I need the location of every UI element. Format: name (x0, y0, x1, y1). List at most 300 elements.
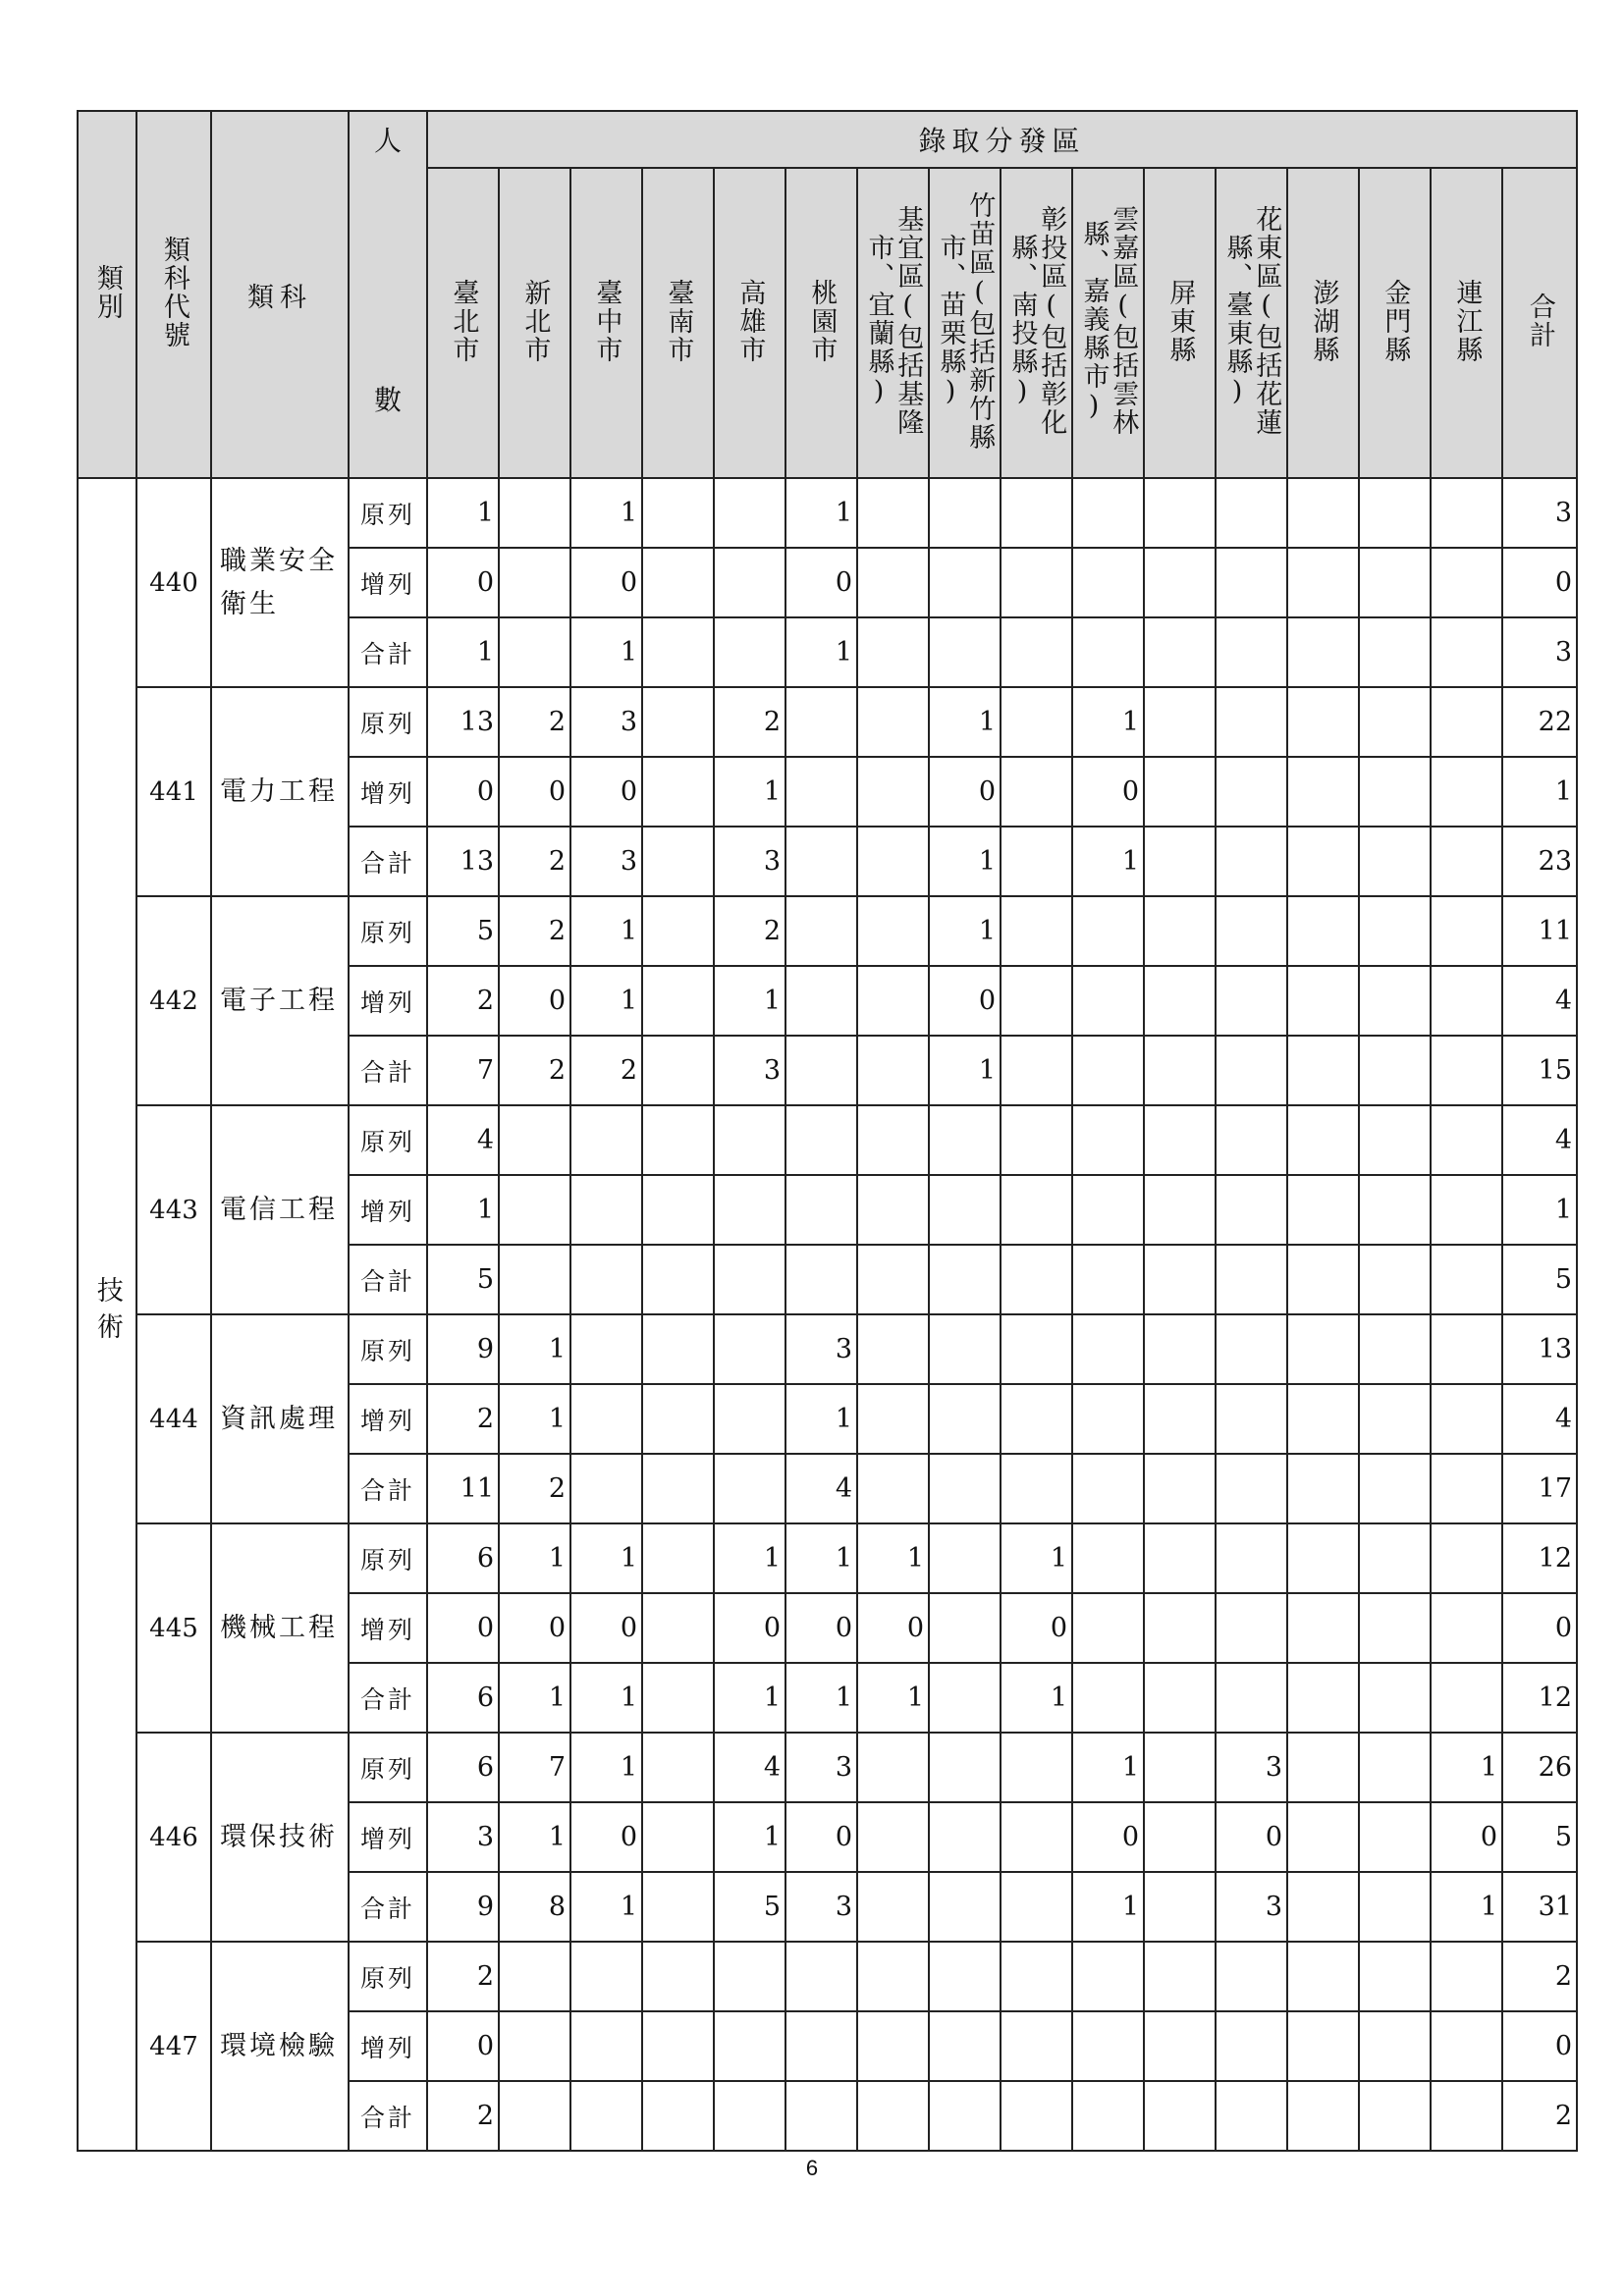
count-cell (1359, 1036, 1431, 1105)
row-type-label: 原列 (349, 1314, 427, 1384)
count-cell (785, 757, 857, 827)
count-cell (1431, 1036, 1502, 1105)
count-cell (1144, 1036, 1216, 1105)
count-cell (642, 966, 714, 1036)
row-type-label: 增列 (349, 1593, 427, 1663)
count-cell (1359, 1105, 1431, 1175)
count-cell: 0 (570, 757, 642, 827)
total-cell: 11 (1502, 896, 1577, 966)
count-cell (1287, 966, 1359, 1036)
category-header: 類別 (78, 111, 136, 478)
count-cell (570, 1105, 642, 1175)
count-cell: 0 (570, 548, 642, 617)
count-cell (1001, 757, 1072, 827)
count-cell (714, 2081, 785, 2151)
count-cell (1287, 1872, 1359, 1942)
count-cell (929, 1593, 1001, 1663)
count-cell (1144, 1245, 1216, 1314)
count-cell (1216, 1314, 1287, 1384)
region-header-13: 金門縣 (1359, 168, 1431, 478)
row-type-label: 合計 (349, 1245, 427, 1314)
count-cell: 0 (714, 1593, 785, 1663)
count-cell (929, 617, 1001, 687)
count-cell (1072, 896, 1144, 966)
count-cell: 1 (427, 617, 499, 687)
count-cell (1001, 1245, 1072, 1314)
count-cell (1072, 1942, 1144, 2011)
count-cell (714, 1314, 785, 1384)
count-cell (570, 2011, 642, 2081)
count-cell (929, 1523, 1001, 1593)
subject-name: 電子工程 (211, 896, 349, 1105)
count-cell (1287, 1175, 1359, 1245)
count-cell (1359, 1175, 1431, 1245)
count-cell (929, 1175, 1001, 1245)
count-cell (1144, 548, 1216, 617)
count-cell (642, 1105, 714, 1175)
count-cell (642, 1733, 714, 1802)
count-cell: 1 (1072, 1733, 1144, 1802)
count-cell: 1 (499, 1802, 570, 1872)
count-cell (1144, 1802, 1216, 1872)
count-cell (1001, 966, 1072, 1036)
row-type-label: 合計 (349, 827, 427, 896)
table-row (78, 896, 1577, 966)
count-cell (1431, 1593, 1502, 1663)
count-cell: 1 (929, 687, 1001, 757)
count-cell: 0 (1072, 1802, 1144, 1872)
count-cell (1001, 2081, 1072, 2151)
count-cell: 2 (427, 1942, 499, 2011)
count-cell (857, 966, 929, 1036)
count-cell: 2 (714, 896, 785, 966)
count-cell (1287, 1105, 1359, 1175)
total-cell: 12 (1502, 1663, 1577, 1733)
region-header-15: 合計 (1502, 168, 1577, 478)
count-cell (1431, 1384, 1502, 1454)
count-cell: 3 (570, 687, 642, 757)
count-cell: 1 (857, 1523, 929, 1593)
total-cell: 5 (1502, 1802, 1577, 1872)
count-cell (1001, 617, 1072, 687)
region-header-12: 澎湖縣 (1287, 168, 1359, 478)
count-cell (1001, 827, 1072, 896)
count-cell (499, 1942, 570, 2011)
count-cell (929, 1942, 1001, 2011)
row-type-label: 合計 (349, 2081, 427, 2151)
count-cell (1359, 2011, 1431, 2081)
count-cell (714, 2011, 785, 2081)
count-cell (1144, 2011, 1216, 2081)
row-type-label: 合計 (349, 1454, 427, 1523)
row-type-label: 原列 (349, 1523, 427, 1593)
count-cell (1359, 757, 1431, 827)
count-cell (1001, 1175, 1072, 1245)
count-cell (1359, 617, 1431, 687)
count-cell (570, 1314, 642, 1384)
region-header-8: 彰投區(包括彰化縣、南投縣) (1001, 168, 1072, 478)
count-cell (570, 1384, 642, 1454)
count-cell (1001, 548, 1072, 617)
count-cell (1216, 757, 1287, 827)
count-cell (1216, 1942, 1287, 2011)
count-cell (642, 1314, 714, 1384)
count-cell (1287, 1245, 1359, 1314)
count-cell (929, 1802, 1001, 1872)
code-header: 類科代號 (136, 111, 211, 478)
total-cell: 2 (1502, 1942, 1577, 2011)
count-cell (1001, 1733, 1072, 1802)
count-cell (929, 548, 1001, 617)
region-header-5: 桃園市 (785, 168, 857, 478)
count-cell (1216, 687, 1287, 757)
count-cell (857, 1036, 929, 1105)
count-cell: 1 (499, 1384, 570, 1454)
count-cell (857, 1733, 929, 1802)
count-cell (1431, 1245, 1502, 1314)
count-cell (642, 757, 714, 827)
count-cell (1431, 617, 1502, 687)
region-header-2: 臺中市 (570, 168, 642, 478)
subject-name: 電力工程 (211, 687, 349, 896)
count-cell (714, 617, 785, 687)
count-cell (1144, 478, 1216, 548)
count-cell (929, 1105, 1001, 1175)
table-row (78, 1105, 1577, 1175)
count-cell (1431, 1314, 1502, 1384)
count-cell: 6 (427, 1663, 499, 1733)
count-cell (1359, 548, 1431, 617)
count-cell (570, 2081, 642, 2151)
count-cell (1072, 2011, 1144, 2081)
count-cell (499, 2081, 570, 2151)
count-cell (929, 1314, 1001, 1384)
count-cell (1144, 1593, 1216, 1663)
count-cell (642, 548, 714, 617)
count-cell (1359, 1523, 1431, 1593)
count-cell (642, 687, 714, 757)
count-cell: 1 (1072, 1872, 1144, 1942)
count-cell (1431, 896, 1502, 966)
count-cell (499, 1105, 570, 1175)
count-cell: 3 (1216, 1733, 1287, 1802)
count-cell (1216, 548, 1287, 617)
subject-header: 類科 (211, 111, 349, 478)
count-cell: 1 (570, 478, 642, 548)
count-cell (1001, 1802, 1072, 1872)
count-cell (499, 548, 570, 617)
count-cell (642, 2081, 714, 2151)
count-cell (1072, 1245, 1144, 1314)
count-cell (785, 827, 857, 896)
count-cell: 1 (714, 966, 785, 1036)
count-cell (1001, 1942, 1072, 2011)
count-cell: 3 (427, 1802, 499, 1872)
count-cell: 0 (570, 1802, 642, 1872)
row-type-label: 原列 (349, 1733, 427, 1802)
count-cell (1001, 687, 1072, 757)
count-cell (1431, 1523, 1502, 1593)
count-cell: 0 (427, 2011, 499, 2081)
count-cell (642, 1523, 714, 1593)
count-cell (642, 1593, 714, 1663)
count-cell: 0 (499, 757, 570, 827)
count-cell: 0 (1216, 1802, 1287, 1872)
count-cell: 7 (499, 1733, 570, 1802)
count-cell: 2 (499, 1036, 570, 1105)
count-cell (1072, 1314, 1144, 1384)
count-cell (1287, 1802, 1359, 1872)
region-header-11: 花東區(包括花蓮縣、臺東縣) (1216, 168, 1287, 478)
count-cell (1144, 1523, 1216, 1593)
count-cell (857, 1454, 929, 1523)
count-cell: 6 (427, 1733, 499, 1802)
table-row (78, 1314, 1577, 1384)
count-cell (642, 1175, 714, 1245)
count-cell (1072, 966, 1144, 1036)
count-cell: 1 (1001, 1523, 1072, 1593)
count-cell: 1 (857, 1663, 929, 1733)
total-cell: 4 (1502, 1105, 1577, 1175)
count-cell (1144, 1105, 1216, 1175)
count-cell (1001, 1314, 1072, 1384)
table-body (78, 478, 1577, 2151)
row-type-label: 增列 (349, 2011, 427, 2081)
total-cell: 3 (1502, 478, 1577, 548)
count-cell (642, 1384, 714, 1454)
count-cell: 2 (499, 687, 570, 757)
count-cell (1431, 548, 1502, 617)
count-cell (642, 1872, 714, 1942)
count-cell (1216, 1036, 1287, 1105)
count-cell (857, 1802, 929, 1872)
count-cell: 0 (1431, 1802, 1502, 1872)
total-cell: 13 (1502, 1314, 1577, 1384)
count-cell (1144, 757, 1216, 827)
count-cell (1359, 1593, 1431, 1663)
count-cell (857, 2081, 929, 2151)
count-cell (642, 2011, 714, 2081)
count-cell (642, 1802, 714, 1872)
count-cell (1359, 1733, 1431, 1802)
count-cell (1072, 548, 1144, 617)
count-cell: 1 (570, 1523, 642, 1593)
count-cell (785, 1036, 857, 1105)
count-cell (1359, 2081, 1431, 2151)
count-cell: 8 (499, 1872, 570, 1942)
count-cell (1072, 1384, 1144, 1454)
count-cell (714, 1384, 785, 1454)
count-cell: 4 (427, 1105, 499, 1175)
count-cell: 0 (427, 1593, 499, 1663)
row-type-label: 增列 (349, 966, 427, 1036)
count-cell (929, 2011, 1001, 2081)
count-cell: 1 (499, 1663, 570, 1733)
total-cell: 1 (1502, 757, 1577, 827)
count-cell (785, 687, 857, 757)
subject-name: 環保技術 (211, 1733, 349, 1942)
count-cell (1287, 1733, 1359, 1802)
total-cell: 4 (1502, 966, 1577, 1036)
count-cell (857, 827, 929, 896)
count-cell (714, 478, 785, 548)
count-cell (1001, 896, 1072, 966)
count-cell: 5 (714, 1872, 785, 1942)
count-cell (1287, 1942, 1359, 2011)
region-header-14: 連江縣 (1431, 168, 1502, 478)
total-cell: 0 (1502, 2011, 1577, 2081)
count-cell (1072, 1036, 1144, 1105)
row-type-label: 原列 (349, 1105, 427, 1175)
count-cell: 2 (499, 827, 570, 896)
count-cell (1287, 896, 1359, 966)
row-type-label: 原列 (349, 896, 427, 966)
count-cell: 0 (929, 757, 1001, 827)
count-cell (857, 687, 929, 757)
count-cell (785, 2081, 857, 2151)
count-cell: 9 (427, 1872, 499, 1942)
count-cell (1144, 896, 1216, 966)
total-cell: 31 (1502, 1872, 1577, 1942)
count-cell: 2 (427, 2081, 499, 2151)
count-cell: 2 (570, 1036, 642, 1105)
count-cell (1144, 1175, 1216, 1245)
row-type-label: 原列 (349, 478, 427, 548)
count-cell (857, 757, 929, 827)
row-type-label: 增列 (349, 548, 427, 617)
count-cell (785, 2011, 857, 2081)
count-cell (1359, 687, 1431, 757)
count-cell (1287, 1663, 1359, 1733)
count-cell: 4 (785, 1454, 857, 1523)
total-cell: 1 (1502, 1175, 1577, 1245)
count-cell (1144, 2081, 1216, 2151)
count-cell (1144, 617, 1216, 687)
total-cell: 5 (1502, 1245, 1577, 1314)
count-cell (857, 1175, 929, 1245)
count-cell (1072, 1454, 1144, 1523)
count-cell: 3 (714, 827, 785, 896)
count-cell: 3 (785, 1872, 857, 1942)
count-cell (1287, 2011, 1359, 2081)
count-cell: 3 (714, 1036, 785, 1105)
count-cell (499, 2011, 570, 2081)
count-cell (1431, 2081, 1502, 2151)
count-cell: 0 (499, 966, 570, 1036)
count-cell: 7 (427, 1036, 499, 1105)
count-cell (642, 1942, 714, 2011)
count-cell (1216, 1105, 1287, 1175)
count-cell (1287, 478, 1359, 548)
count-cell (857, 548, 929, 617)
count-cell: 1 (714, 1663, 785, 1733)
count-cell (1431, 687, 1502, 757)
count-cell (642, 827, 714, 896)
subject-name: 機械工程 (211, 1523, 349, 1733)
subject-code: 445 (136, 1523, 211, 1733)
table-row (78, 1942, 1577, 2011)
subject-name: 資訊處理 (211, 1314, 349, 1523)
count-cell (1001, 1036, 1072, 1105)
count-cell (1287, 687, 1359, 757)
count-cell (1359, 1872, 1431, 1942)
subject-name: 電信工程 (211, 1105, 349, 1314)
count-cell (1431, 478, 1502, 548)
count-cell (929, 2081, 1001, 2151)
count-cell: 0 (785, 1593, 857, 1663)
table-header (78, 111, 1577, 478)
count-cell (570, 1942, 642, 2011)
count-cell: 6 (427, 1523, 499, 1593)
count-cell (1144, 1663, 1216, 1733)
count-cell: 0 (929, 966, 1001, 1036)
count-cell (1287, 1593, 1359, 1663)
count-cell: 1 (570, 1733, 642, 1802)
count-cell (1001, 1384, 1072, 1454)
count-cell: 13 (427, 687, 499, 757)
row-type-label: 增列 (349, 1384, 427, 1454)
count-cell: 5 (427, 1245, 499, 1314)
count-cell (1001, 1872, 1072, 1942)
allocation-table (77, 110, 1578, 2152)
count-cell (1216, 1384, 1287, 1454)
count-cell (785, 896, 857, 966)
count-cell (1287, 1523, 1359, 1593)
count-cell: 1 (570, 617, 642, 687)
count-cell: 0 (785, 548, 857, 617)
count-cell (1001, 478, 1072, 548)
people-header: 人 數 (349, 111, 427, 478)
count-cell (1144, 1314, 1216, 1384)
table-row (78, 1523, 1577, 1593)
count-cell (499, 478, 570, 548)
subject-code: 442 (136, 896, 211, 1105)
count-cell (1216, 1175, 1287, 1245)
count-cell: 0 (499, 1593, 570, 1663)
count-cell (785, 1105, 857, 1175)
count-cell: 2 (714, 687, 785, 757)
count-cell (1072, 1175, 1144, 1245)
subject-name: 職業安全衛生 (211, 478, 349, 687)
count-cell (857, 1384, 929, 1454)
total-cell: 22 (1502, 687, 1577, 757)
count-cell (1359, 1942, 1431, 2011)
count-cell: 1 (570, 896, 642, 966)
count-cell (499, 1175, 570, 1245)
count-cell (857, 2011, 929, 2081)
count-cell (929, 1733, 1001, 1802)
count-cell: 1 (499, 1314, 570, 1384)
category-cell: 技術 (78, 478, 136, 2151)
count-cell (1359, 1314, 1431, 1384)
count-cell (1216, 896, 1287, 966)
count-cell (1287, 827, 1359, 896)
row-type-label: 合計 (349, 617, 427, 687)
total-cell: 0 (1502, 1593, 1577, 1663)
region-header-4: 高雄市 (714, 168, 785, 478)
count-cell (714, 1245, 785, 1314)
total-cell: 17 (1502, 1454, 1577, 1523)
count-cell: 2 (427, 966, 499, 1036)
count-cell: 3 (785, 1733, 857, 1802)
count-cell (1216, 1663, 1287, 1733)
count-cell (1287, 1384, 1359, 1454)
table-row (78, 478, 1577, 548)
count-cell (642, 1454, 714, 1523)
count-cell: 0 (427, 757, 499, 827)
total-cell: 12 (1502, 1523, 1577, 1593)
total-cell: 0 (1502, 548, 1577, 617)
